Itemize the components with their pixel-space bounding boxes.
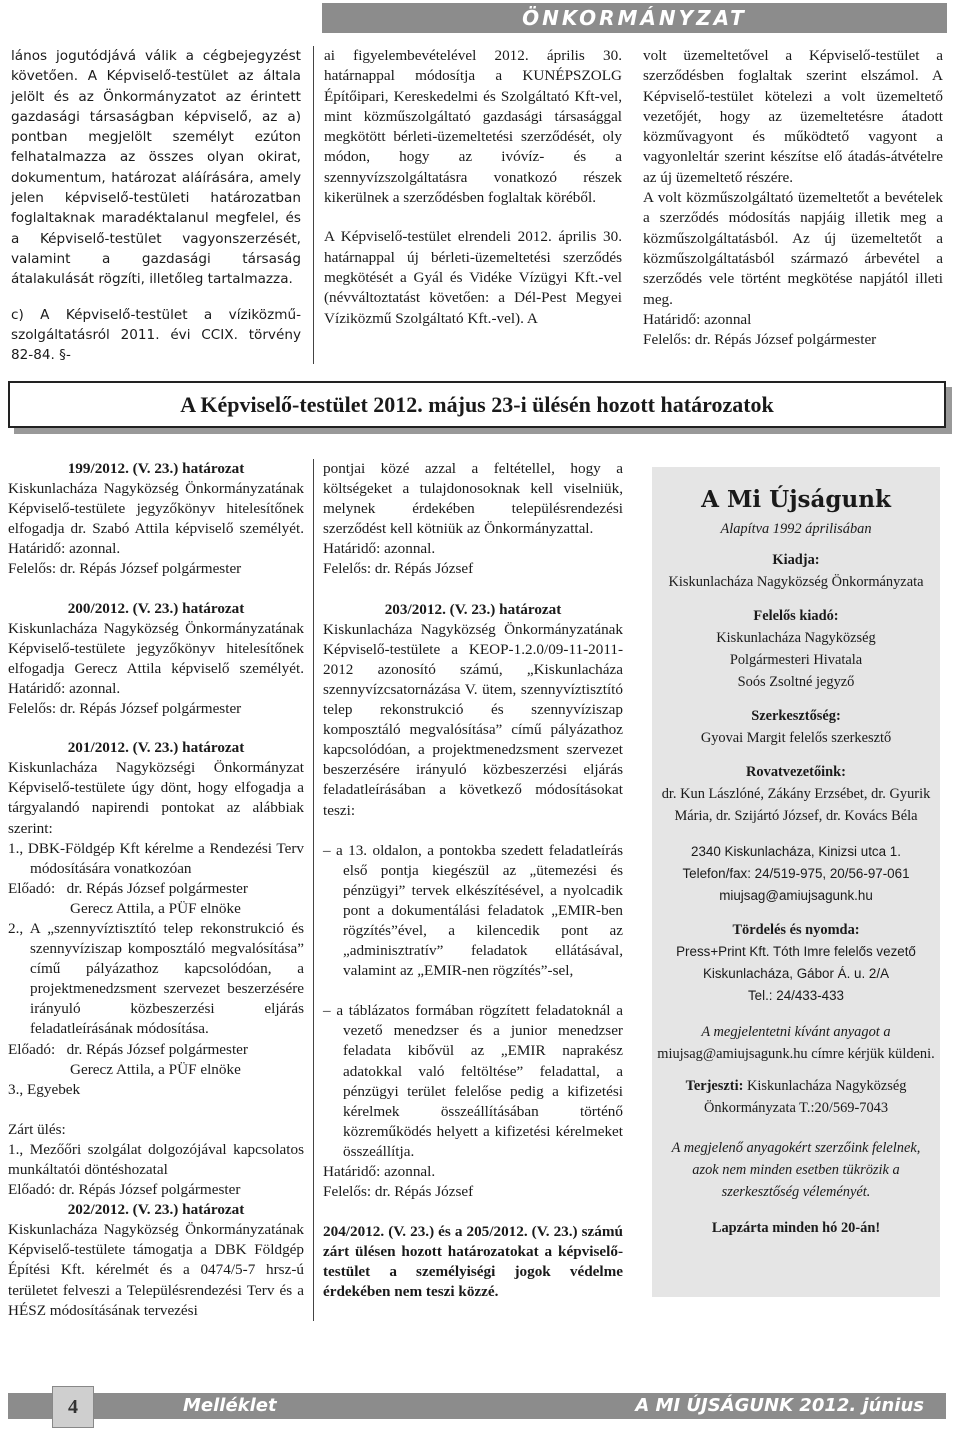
phone-text: Telefon/fax: 24/519-975, 20/56-97-061 (682, 866, 910, 881)
top-column-1 (11, 46, 301, 365)
agenda-item: 1., DBK-Földgép Kft kérelme a Rendezési Terv módosítására vonatkozóan (8, 839, 304, 877)
printing-line: Press+Print Kft. Tóth Imre felelős vezető (676, 944, 916, 959)
distribution-line (652, 1075, 940, 1097)
top-column-3 (643, 46, 943, 350)
paragraph: volt üzemeltetővel a Képviselő-testület a szerződésben foglaltak szerint elszámol. A Képviselő-testület kötelezi a volt üzemeltető vezetőjét, hogy az üzemeltetésre átadott közművagyont és működtető vagyont a vagyonleltár szerint készítse elő átadás-átvételre az új üzemeltető részére. (643, 47, 943, 186)
founded-text: Alapítva 1992 áprilisában (720, 521, 872, 537)
disclaimer-line: azok nem minden esetben tükrözik a (692, 1162, 900, 1178)
email-text: miujsag@amiujsagunk.hu (719, 888, 873, 903)
paragraph: A volt közműszolgáltató üzemeltetőt a bevételek a szerződés módosítás napjáig illetik meg a közműszolgáltatásból. Az új üzemeltetőt a közműszolgáltatásból származó árbevétel a szerződés vele történt megkötése napjától illeti meg. (643, 189, 943, 308)
submission-note: A megjelentetni kívánt anyagot a (701, 1024, 891, 1040)
disclaimer-line: szerkesztőség véleményét. (721, 1184, 871, 1200)
editorial-label: Szerkesztőség: (751, 708, 841, 724)
resolution-body: Kiskunlacháza Nagyközségi Önkormányzat Képviselő-testülete úgy dönt, hogy elfogadja a tárgyalandó napirendi pontokat az alábbiak szerint: (8, 759, 304, 837)
closed-resolutions-note: 204/2012. (V. 23.) és a 205/2012. (V. 23.) számú zárt ülésen hozott határozatokat a képviselő-testület a személyiségi jogok védelme érdekében nem teszi közzé. (323, 1223, 623, 1301)
presenter-line: Gerecz Attila, a PÜF elnöke (70, 1060, 241, 1078)
distribution-text: Kiskunlacháza Nagyközség (746, 1078, 907, 1094)
resolutions-banner: A Képviselő-testület 2012. május 23-i ülésén hozott határozatok (8, 381, 946, 428)
paragraph: pontjai közé azzal a feltétellel, hogy a költségeket a tulajdonosoknak kell viselniük, melynek érdekében településrendezési szerződést kell kötniük az Önkormányzattal. (323, 460, 623, 538)
closed-session-label: Zárt ülés: (8, 1120, 66, 1138)
resolution-body: Kiskunlacháza Nagyközség Önkormányzatának Képviselő-testülete jegyzőkönyv hitelesítőnek elfogadja dr. Szabó Attila képviselő személyét. Határidő: azonnal. (8, 480, 304, 558)
responsible-text: Felelős: dr. Répás József (323, 560, 474, 578)
agenda-item: 3., Egyebek (8, 1080, 81, 1098)
page-number: 4 (52, 1386, 94, 1428)
editorial-text: Gyovai Margit felelős szerkesztő (700, 730, 892, 746)
column-divider (313, 459, 314, 1321)
presenter-line: Gerecz Attila, a PÜF elnöke (70, 899, 241, 917)
agenda-item: 2., A „szennyvíztisztító telep rekonstrukció és szennyvíziszap komposztáló megvalósítása” című pályázathoz kapcsolódóan, a projektmenedzsment szervezet beszerzésére irányuló közbeszerzési eljárás feladatleírásának módosítása. (8, 919, 304, 1038)
responsible-publisher-line: Kiskunlacháza Nagyközség (716, 630, 876, 646)
resolution-body: Kiskunlacháza Nagyközség Önkormányzatának Képviselő-testülete a KEOP-1.2.0/09-11-2011-2012 azonosító számú, „Kiskunlacháza szennyvízcsatornázása V. ütem, szennyvíztisztító telep rekonstrukció és szennyvíziszap komposztáló megvalósítása” című pályázathoz kapcsolódóan, a projektmenedzsment szervezet beszerzésére irányuló közbeszerzési eljárás feladatleírásában a következő módosításokat teszi: (323, 620, 623, 819)
column-divider (313, 46, 314, 364)
presenter-line: Előadó: dr. Répás József polgármester (8, 879, 248, 897)
masthead-box (652, 467, 940, 1297)
address-text: 2340 Kiskunlacháza, Kinizsi utca 1. (691, 844, 901, 859)
printing-line: Kiskunlacháza, Gábor Á. u. 2/A (702, 966, 890, 981)
paragraph: ai figyelembevételével 2012. április 30. határnappal módosítja a KUNÉPSZOLG Építőipari, Kereskedelmi és Szolgáltató Kft-vel, mint közműszolgáltató gazdasági társasággal megkötött bérleti-üzemeltetési szerződését, oly módon, hogy az ivóvíz- és a szennyvízszolgáltatásra vonatkozó részek kikerülnek a szerződésben foglaltak köréből. (324, 47, 622, 207)
resolution-heading: 200/2012. (V. 23.) határozat (67, 599, 245, 617)
paragraph: lános jogutódjává válik a cégbejegyzést követően. A Képviselő-testület az általa jelölt és az Önkormányzatot az érintett gazdasági társaságban képviselő, az a) pontban megjelölt személyt ezúton felhatalmazza az összes olyan okirat, dokumentum, határozat aláírására, amely jelen képviselő-testületi határozatban foglaltaknak maradéktalanul megfelel, és a Képviselő-testület vagyonszerzését, valamint a gazdasági társaság átalakulását rögzíti, illetőleg tartalmazza. (11, 48, 301, 288)
bullet-item: – a 13. oldalon, a pontokba szedett feladatleírás első pontja kiegészül az „ütemezési és pénzügyi” tervek elkészítésével, a nyolcadik pont a dokumentálási feladatok „EMIR-ben rögzítés”ével, a kilencedik pont az „adminisztratív” feladatok ellátásával, valamint az „EMIR-nen rögzítés”-sel, (323, 841, 623, 980)
paragraph: c) A Képviselő-testület a víziközmű-szolgáltatásról 2011. évi CCIX. törvény 82-84. §- (11, 306, 301, 364)
top-column-2 (324, 46, 622, 329)
paragraph: A Képviselő-testület elrendeli 2012. április 30. határnappal új bérleti-üzemeltetési szerződés megkötését a Gyál és Vidéke Vízügyi Kft.-vel (névváltoztatást követően: a Dél-Pest Megyei Víziközmű Szolgáltató Kft.-vel). A (324, 228, 622, 327)
footer-right-label: A MI ÚJSÁGUNK 2012. június (635, 1395, 924, 1416)
agenda-item: 1., Mezőőri szolgálat dolgozójával kapcsolatos munkáltatói döntéshozatal (8, 1140, 304, 1178)
resolution-heading: 201/2012. (V. 23.) határozat (67, 739, 245, 757)
footer-bar (8, 1393, 946, 1419)
deadline-text: Határidő: azonnal (643, 310, 752, 328)
resolutions-column-middle (323, 459, 623, 1303)
presenter-line: Előadó: dr. Répás József polgármester (8, 1181, 241, 1199)
submission-note: miujsag@amiujsagunk.hu címre kérjük küldeni. (657, 1046, 935, 1062)
resolutions-column-left (8, 459, 304, 1321)
presenter-line: Előadó: dr. Répás József polgármester (8, 1040, 248, 1058)
responsible-text: Felelős: dr. Répás József (323, 1183, 474, 1201)
deadline-note: Lapzárta minden hó 20-án! (711, 1220, 881, 1236)
resolution-body: Kiskunlacháza Nagyközség Önkormányzatának Képviselő-testülete jegyzőkönyv hitelesítőnek elfogadja Gerecz Attila képviselő személyét. Határidő: azonnal. (8, 619, 304, 697)
responsible-text: Felelős: dr. Répás József polgármester (8, 700, 242, 718)
publisher-text: Kiskunlacháza Nagyközség Önkormányzata (668, 574, 924, 590)
responsible-text: Felelős: dr. Répás József polgármester (8, 560, 242, 578)
disclaimer-line: A megjelenő anyagokért szerzőink felelnek, (671, 1140, 921, 1156)
responsible-publisher-line: Soós Zsoltné jegyző (737, 674, 855, 690)
newspaper-title: A Mi Újságunk (701, 486, 891, 513)
section-header: ÖNKORMÁNYZAT (322, 3, 947, 33)
resolution-heading: 203/2012. (V. 23.) határozat (384, 600, 562, 618)
responsible-publisher-line: Polgármesteri Hivatala (729, 652, 863, 668)
columnists-line: dr. Kun Lászlóné, Zákány Erzsébet, dr. Gyurik (661, 786, 931, 802)
resolution-body: Kiskunlacháza Nagyközség Önkormányzatának Képviselő-testülete támogatja a DBK Földgép Építési Kft. kérelmét és a 0474/5-7 hrsz-ú területet felveszi a Településrendezési Terv és a HÉSZ módosításának tervezési (8, 1221, 304, 1319)
resolution-heading: 199/2012. (V. 23.) határozat (67, 460, 245, 477)
printing-label: Tördelés és nyomda: (732, 922, 860, 938)
printing-line: Tel.: 24/433-433 (747, 988, 845, 1003)
responsible-text: Felelős: dr. Répás József polgármester (643, 331, 877, 349)
bullet-item: – a táblázatos formában rögzített feladatoknál a vezető menedzser és a junior menedzser feladata kibővül az „EMIR naprakész adatokkal való feltöltése” feladattal, a pénzügyi terület felelőse pedig a kifizetési kérelmek összeállításában történő közreműködés helyett a kifizetési kérelmeket összeállítja. (323, 1002, 623, 1160)
responsible-publisher-label: Felelős kiadó: (753, 608, 839, 624)
distribution-label: Terjeszti: (685, 1078, 744, 1094)
columnists-line: Mária, dr. Szijártó József, dr. Kovács Béla (674, 808, 918, 824)
footer-left-label: Melléklet (183, 1395, 277, 1416)
distribution-text: Önkormányzata T.:20/569-7043 (703, 1100, 889, 1116)
publisher-label: Kiadja: (772, 552, 820, 568)
resolution-heading: 202/2012. (V. 23.) határozat (67, 1201, 245, 1219)
deadline-text: Határidő: azonnal. (323, 1163, 436, 1180)
deadline-text: Határidő: azonnal. (323, 540, 436, 558)
columnists-label: Rovatvezetőink: (746, 764, 846, 780)
